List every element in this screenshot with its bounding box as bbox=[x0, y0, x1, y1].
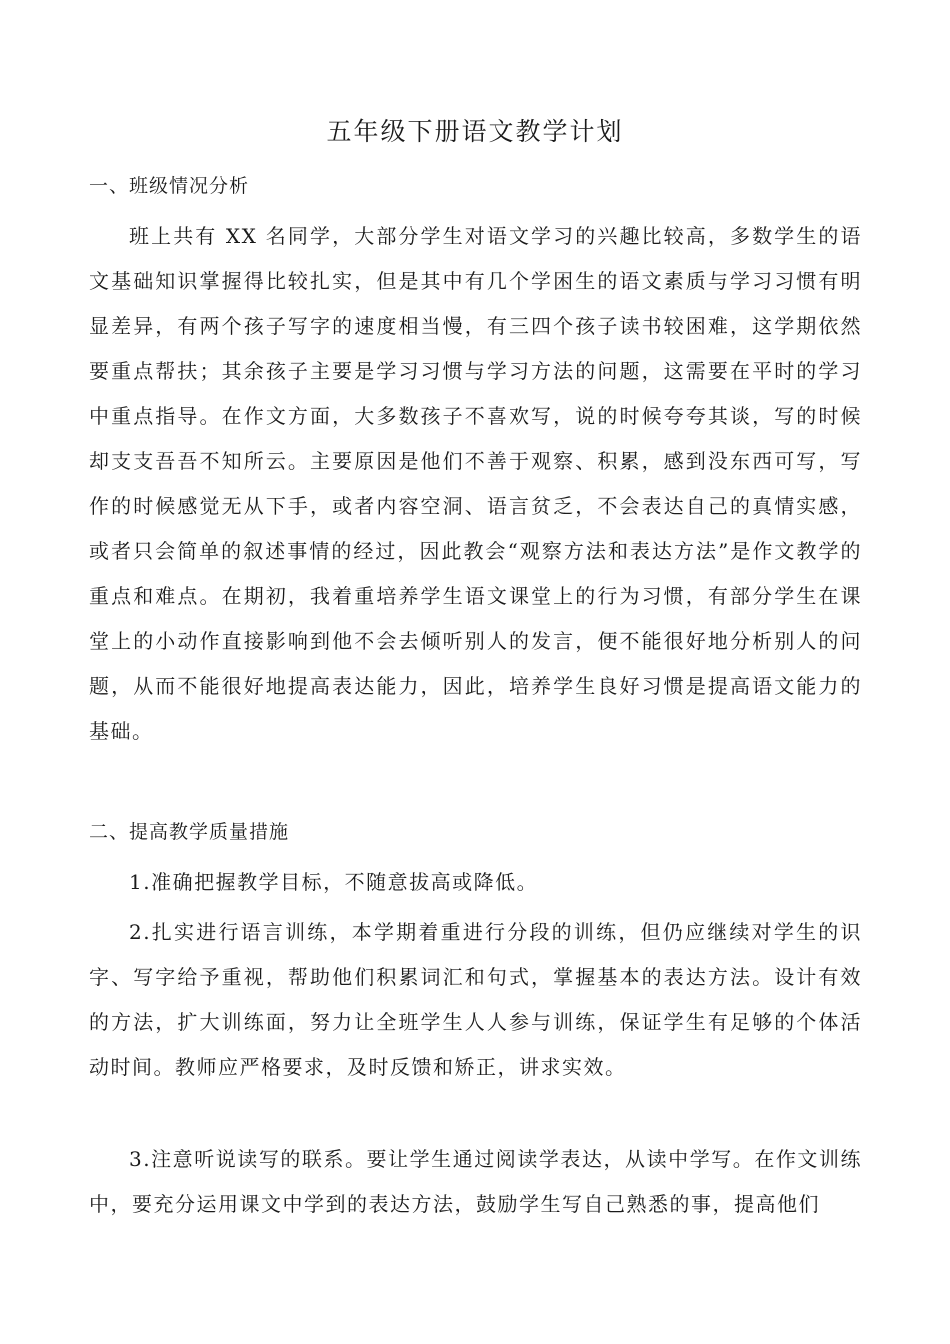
measure-item-3: 3.注意听说读写的联系。要让学生通过阅读学表达，从读中学写。在作文训练中，要充分运用课文中学到的表达方法，鼓励学生写自己熟悉的事，提高他们 bbox=[89, 1147, 862, 1216]
section-heading-class-analysis: 一、班级情况分析 bbox=[89, 175, 250, 197]
document-title: 五年级下册语文教学计划 bbox=[326, 117, 624, 146]
section-heading-quality-measures: 二、提高教学质量措施 bbox=[89, 821, 290, 843]
class-analysis-paragraph: 班上共有 XX 名同学，大部分学生对语文学习的兴趣比较高，多数学生的语文基础知识掌握得比较扎实，但是其中有几个学困生的语文素质与学习习惯有明显差异，有两个孩子写字的速度相当慢，有三四个孩子读书较困难，这学期依然要重点帮扶；其余孩子主要是学习习惯与学习方法的问题，这需要在平时的学习中重点指导。在作文方面，大多数孩子不喜欢写，说的时候夸夸其谈，写的时候却支支吾吾不知所云。主要原因是他们不善于观察、积累，感到没东西可写，写作的时候感觉无从下手，或者内容空洞、语言贫乏，不会表达自己的真情实感，或者只会简单的叙述事情的经过，因此教会“观察方法和表达方法”是作文教学的重点和难点。在期初，我着重培养学生语文课堂上的行为习惯，有部分学生在课堂上的小动作直接影响到他不会去倾听别人的发言，便不能很好地分析别人的问题，从而不能很好地提高表达能力，因此，培养学生良好习惯是提高语文能力的基础。 bbox=[89, 224, 862, 743]
measure-item-2: 2.扎实进行语言训练，本学期着重进行分段的训练，但仍应继续对学生的识字、写字给予重视，帮助他们积累词汇和句式，掌握基本的表达方法。设计有效的方法，扩大训练面，努力让全班学生人人参与训练，保证学生有足够的个体活动时间。教师应严格要求，及时反馈和矫正，讲求实效。 bbox=[89, 920, 862, 1079]
measure-item-1: 1.准确把握教学目标，不随意拔高或降低。 bbox=[129, 870, 539, 894]
